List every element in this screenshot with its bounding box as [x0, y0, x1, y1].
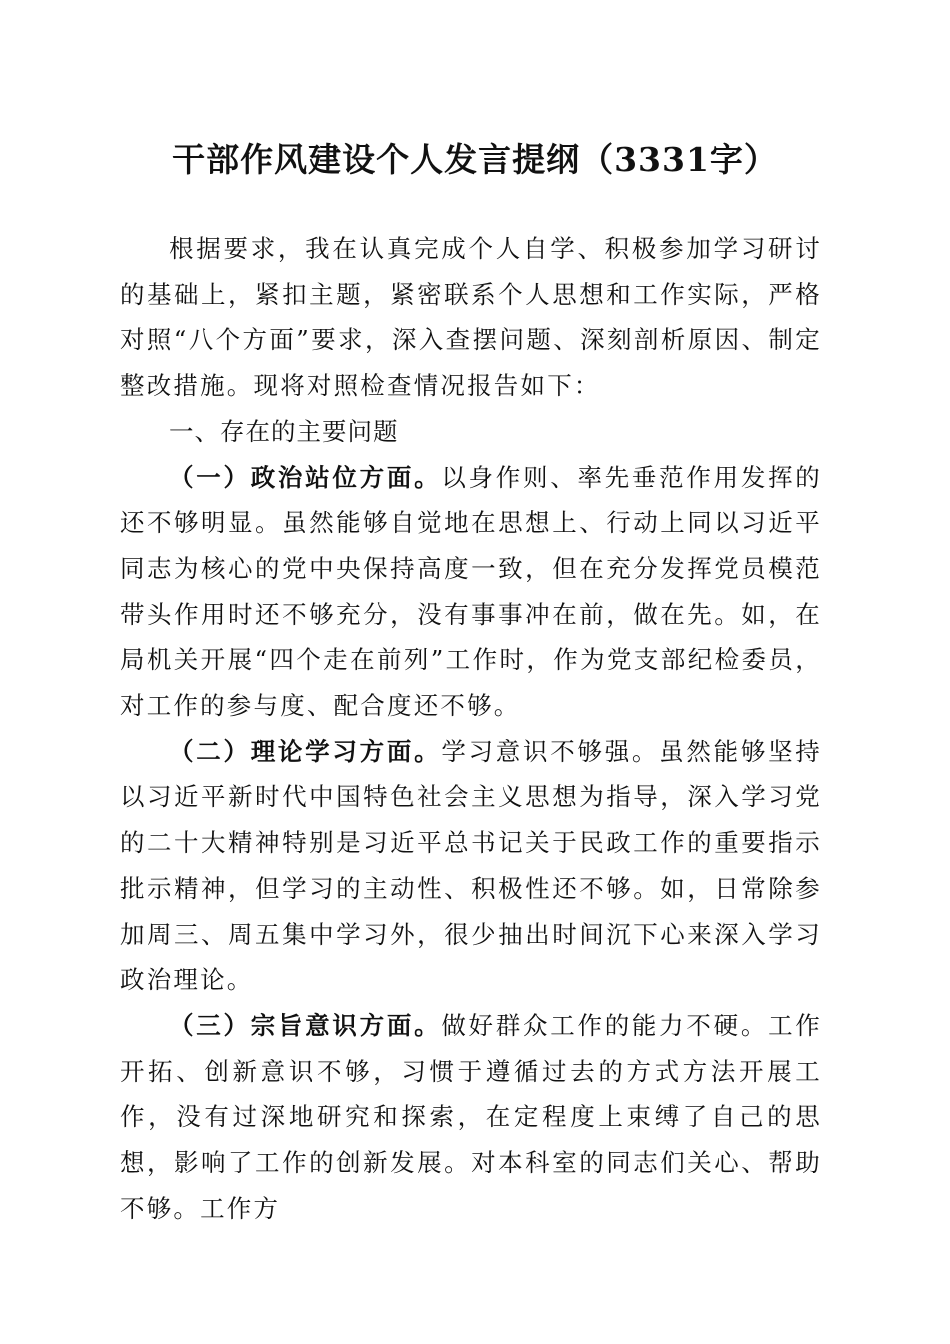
item-text-theory: 学习意识不够强。虽然能够坚持以习近平新时代中国特色社会主义思想为指导，深入学习党的二十大精神特别是习近平总书记关于民政工作的重要指示批示精神，但学习的主动性、积极性还不够。如，日常除参加周三、周五集中学习外，很少抽出时间沉下心来深入学习政治理论。: [120, 736, 822, 995]
item-lead-theory: （二）理论学习方面。: [169, 736, 442, 766]
intro-paragraph: 根据要求，我在认真完成个人自学、积极参加学习研讨的基础上，紧扣主题，紧密联系个人思想和工作实际，严格对照“八个方面”要求，深入查摆问题、深刻剖析原因、制定整改措施。现将对照检查情况报告如下：: [120, 234, 822, 401]
item-lead-political: （一）政治站位方面。: [169, 462, 442, 492]
item-text-purpose: 做好群众工作的能力不硬。工作开拓、创新意识不够，习惯于遵循过去的方式方法开展工作，没有过深地研究和探索，在定程度上束缚了自己的思想，影响了工作的创新发展。对本科室的同志们关心、帮助不够。工作方: [120, 1010, 822, 1223]
item-text-political: 以身作则、率先垂范作用发挥的还不够明显。虽然能够自觉地在思想上、行动上同以习近平同志为核心的党中央保持高度一致，但在充分发挥党员模范带头作用时还不够充分，没有事事冲在前，做在先。如，在局机关开展“四个走在前列”工作时，作为党支部纪检委员，对工作的参与度、配合度还不够。: [120, 462, 822, 721]
item-paragraph-purpose: [120, 1003, 822, 1232]
document-body: [120, 226, 822, 1231]
item-paragraph-theory: [120, 729, 822, 1003]
item-lead-purpose: （三）宗旨意识方面。: [169, 1010, 442, 1040]
item-paragraph-political: [120, 455, 822, 729]
section-heading-problems: 一、存在的主要问题: [169, 416, 399, 446]
document-title: 干部作风建设个人发言提纲（3331字）: [172, 140, 778, 179]
